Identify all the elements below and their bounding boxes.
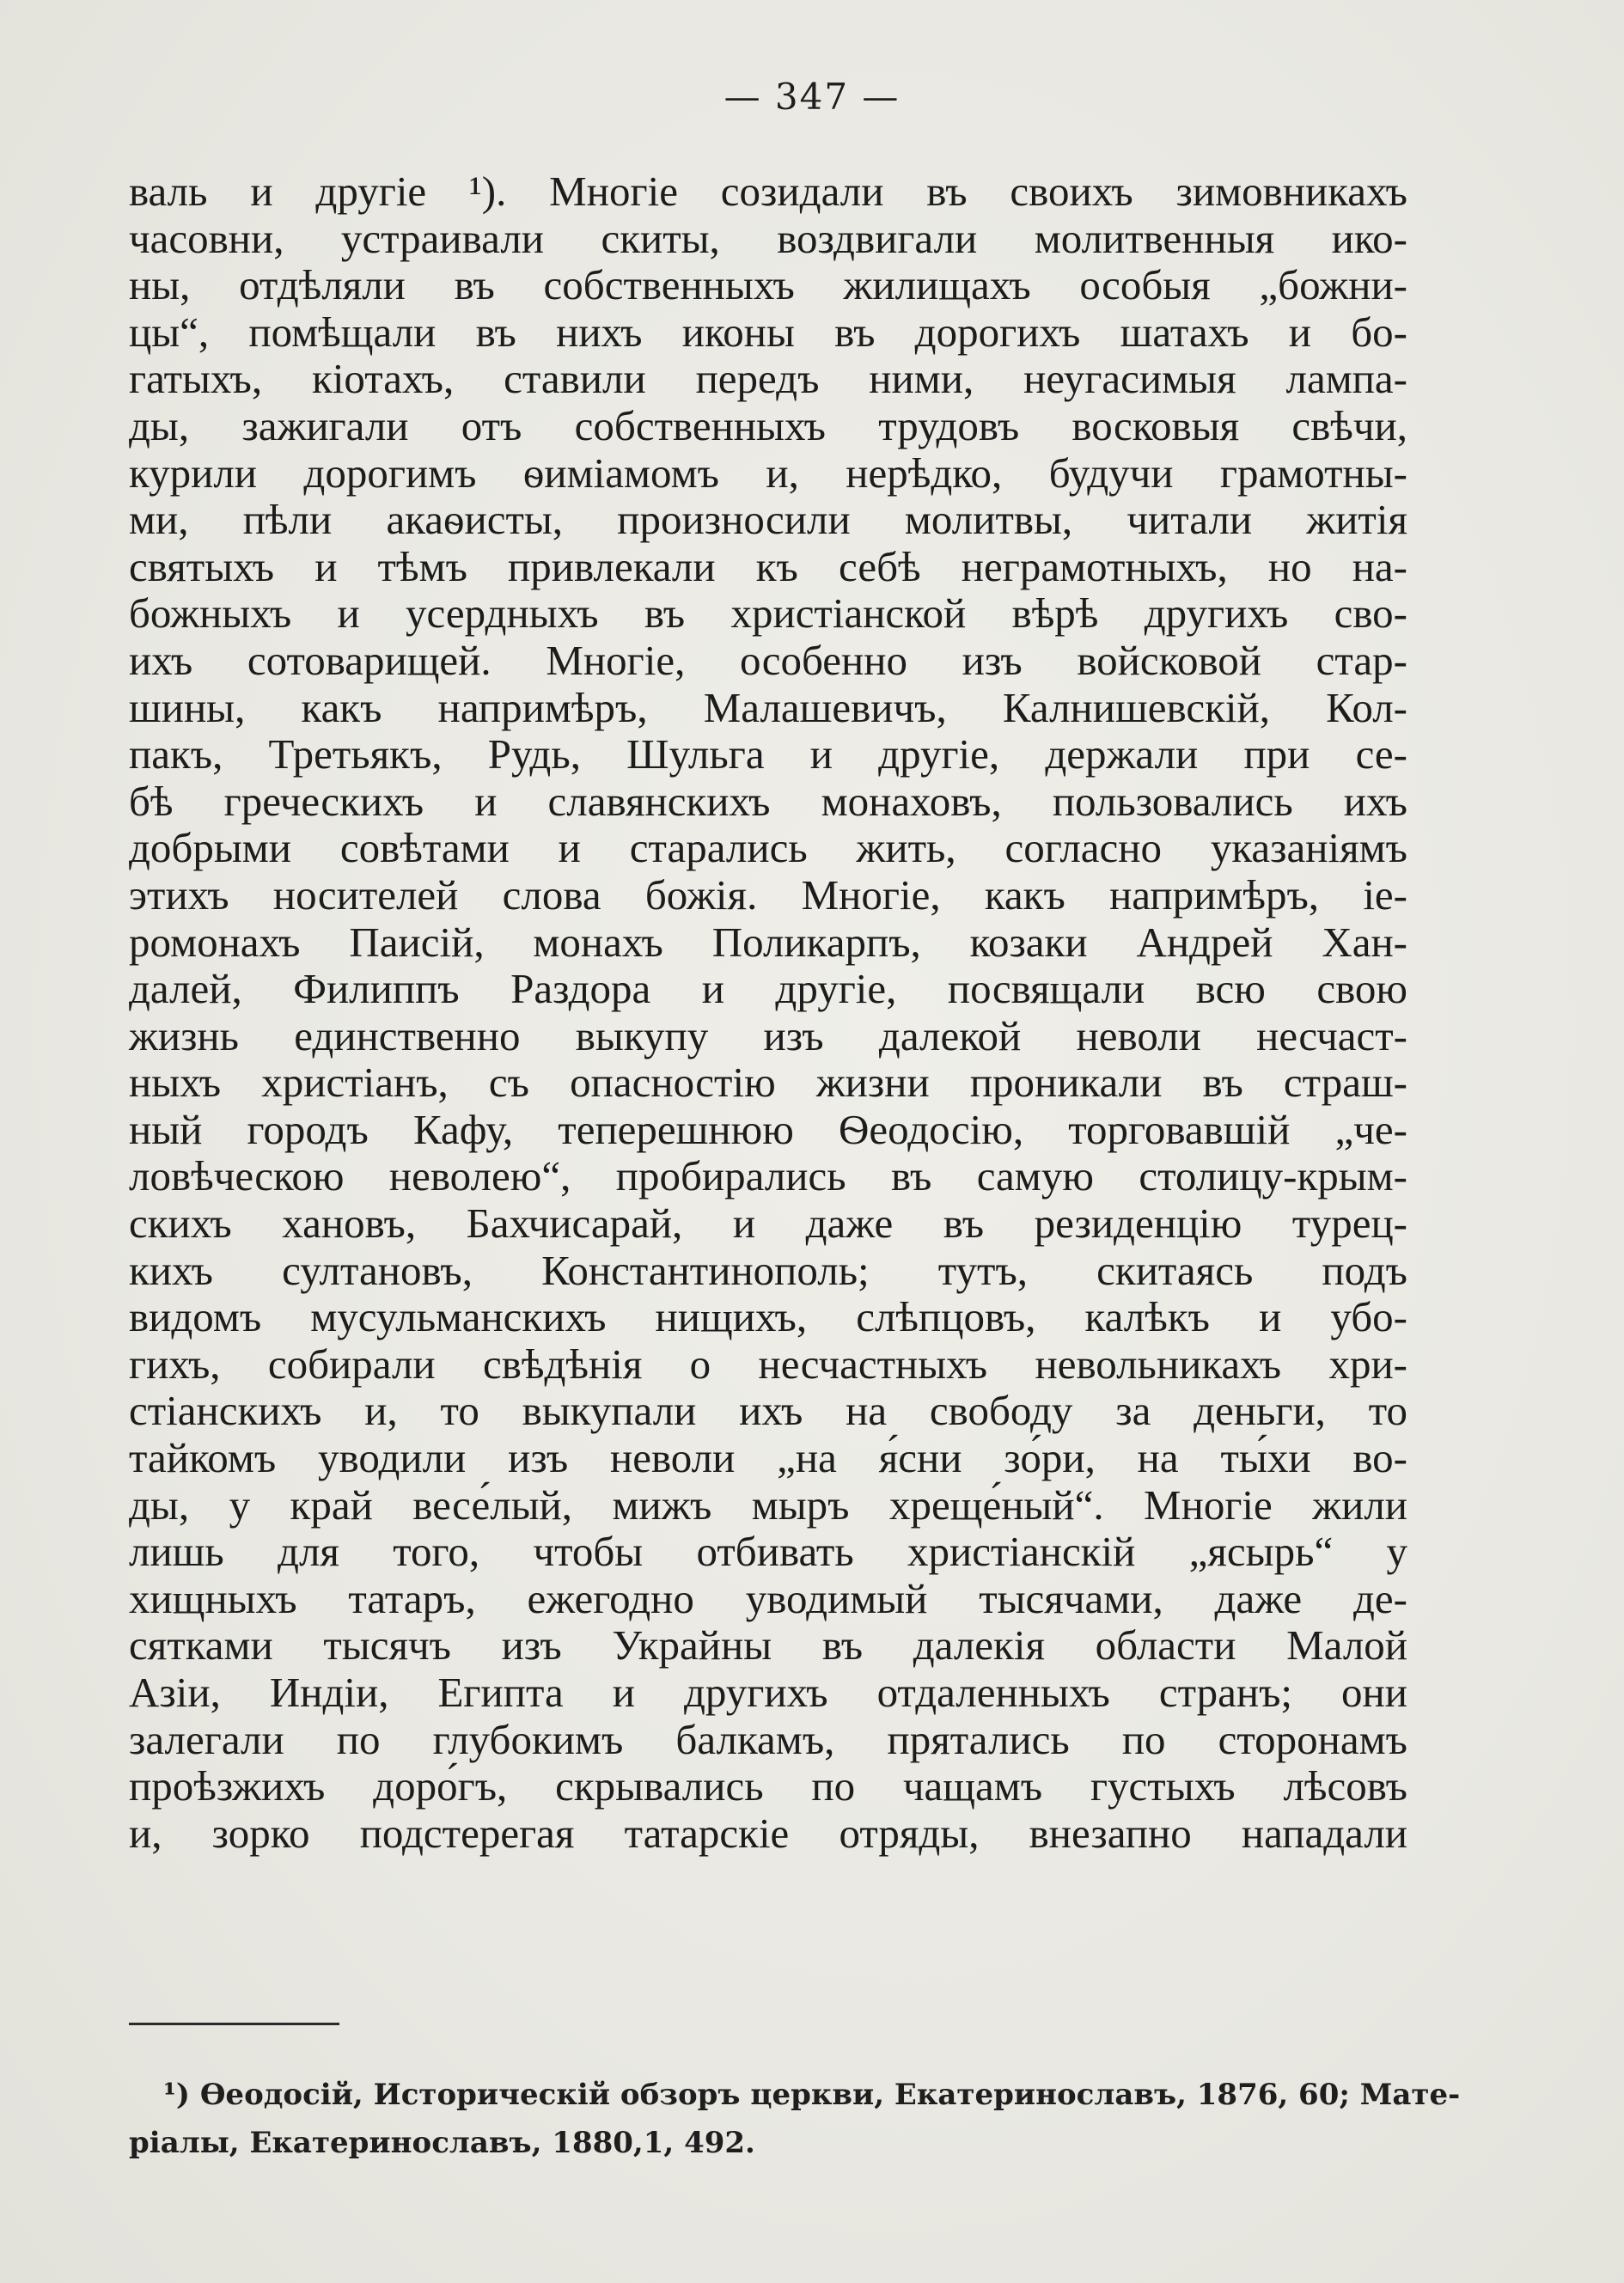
text-line: лишь для того, чтобы отбивать христіанскій „ясырь“ у xyxy=(129,1528,1407,1576)
text-line: этихъ носителей слова божія. Многіе, какъ напримѣръ, іе- xyxy=(129,870,1407,919)
text-line: видомъ мусульманскихъ нищихъ, слѣпцовъ, калѣкъ и убо- xyxy=(129,1293,1407,1341)
text-line: далей, Филиппъ Раздора и другіе, посвящали всю свою xyxy=(129,965,1407,1013)
text-line: гатыхъ, кіотахъ, ставили передъ ними, неугасимыя лампа- xyxy=(129,355,1407,403)
text-line: ный городъ Кафу, теперешнюю Ѳеодосію, торговавшій „че- xyxy=(129,1105,1407,1153)
footnote-divider xyxy=(129,2023,339,2025)
text-line: жизнь единственно выкупу изъ далекой неволи несчаст- xyxy=(129,1011,1407,1059)
text-line: тайкомъ уводили изъ неволи „на я́сни зо́ри, на ты́хи во- xyxy=(129,1434,1407,1482)
text-line: бѣ греческихъ и славянскихъ монаховъ, пользовались ихъ xyxy=(129,777,1407,825)
text-line: проѣзжихъ доро́гъ, скрывались по чащамъ густыхъ лѣсовъ xyxy=(129,1762,1407,1810)
text-line: ны, отдѣляли въ собственныхъ жилищахъ особыя „божни- xyxy=(129,261,1407,309)
text-line: залегали по глубокимъ балкамъ, прятались по сторонамъ xyxy=(129,1715,1407,1763)
body-text xyxy=(129,168,1407,1857)
text-line: ловѣческою неволею“, пробирались въ самую столицу-крым- xyxy=(129,1152,1407,1200)
text-line: ромонахъ Паисій, монахъ Поликарпъ, козаки Андрей Хан- xyxy=(129,918,1407,966)
text-line: стіанскихъ и, то выкупали ихъ на свободу за деньги, то xyxy=(129,1387,1407,1435)
text-line: ми, пѣли акаѳисты, произносили молитвы, читали житія xyxy=(129,496,1407,544)
text-line: и, зорко подстерегая татарскіе отряды, внезапно нападали xyxy=(129,1809,1407,1857)
text-line: святыхъ и тѣмъ привлекали къ себѣ неграмотныхъ, но на- xyxy=(129,542,1407,590)
footnote-line: ¹) Ѳеодосій, Историческій обзоръ церкви, Екатеринославъ, 1876, 60; Мате- xyxy=(163,2078,1461,2112)
text-line: кихъ султановъ, Константинополь; тутъ, скитаясь подъ xyxy=(129,1246,1407,1294)
text-line: ды, зажигали отъ собственныхъ трудовъ восковыя свѣчи, xyxy=(129,401,1407,449)
text-line: цы“, помѣщали въ нихъ иконы въ дорогихъ шатахъ и бо- xyxy=(129,308,1407,356)
text-line: часовни, устраивали скиты, воздвигали молитвенныя ико- xyxy=(129,214,1407,262)
text-line: пакъ, Третьякъ, Рудь, Шульга и другіе, держали при се- xyxy=(129,730,1407,778)
text-line: гихъ, собирали свѣдѣнія о несчастныхъ невольникахъ хри- xyxy=(129,1340,1407,1388)
text-line: скихъ хановъ, Бахчисарай, и даже въ резиденцію турец- xyxy=(129,1199,1407,1248)
text-line: шины, какъ напримѣръ, Малашевичъ, Калнишевскій, Кол- xyxy=(129,683,1407,731)
footnote xyxy=(129,2071,1461,2167)
text-line: валь и другіе ¹). Многіе созидали въ своихъ зимовникахъ xyxy=(129,168,1407,215)
text-line: добрыми совѣтами и старались жить, согласно указаніямъ xyxy=(129,824,1407,872)
text-line: ныхъ христіанъ, съ опасностію жизни проникали въ страш- xyxy=(129,1059,1407,1107)
text-line: курили дорогимъ ѳиміамомъ и, нерѣдко, будучи грамотны- xyxy=(129,449,1407,497)
page-number: — 347 — xyxy=(723,76,901,118)
text-line: Азіи, Индіи, Египта и другихъ отдаленныхъ странъ; они xyxy=(129,1669,1407,1716)
text-line: божныхъ и усердныхъ въ христіанской вѣрѣ другихъ сво- xyxy=(129,589,1407,638)
text-line: ихъ сотоварищей. Многіе, особенно изъ войсковой стар- xyxy=(129,636,1407,684)
footnote-line: ріалы, Екатеринославъ, 1880,1, 492. xyxy=(129,2126,755,2160)
text-line: сятками тысячъ изъ Украйны въ далекія области Малой xyxy=(129,1621,1407,1670)
text-line: ды, у край весе́лый, мижъ мыръ хреще́ный“. Многіе жили xyxy=(129,1480,1407,1529)
text-line: хищныхъ татаръ, ежегодно уводимый тысячами, даже де- xyxy=(129,1574,1407,1622)
